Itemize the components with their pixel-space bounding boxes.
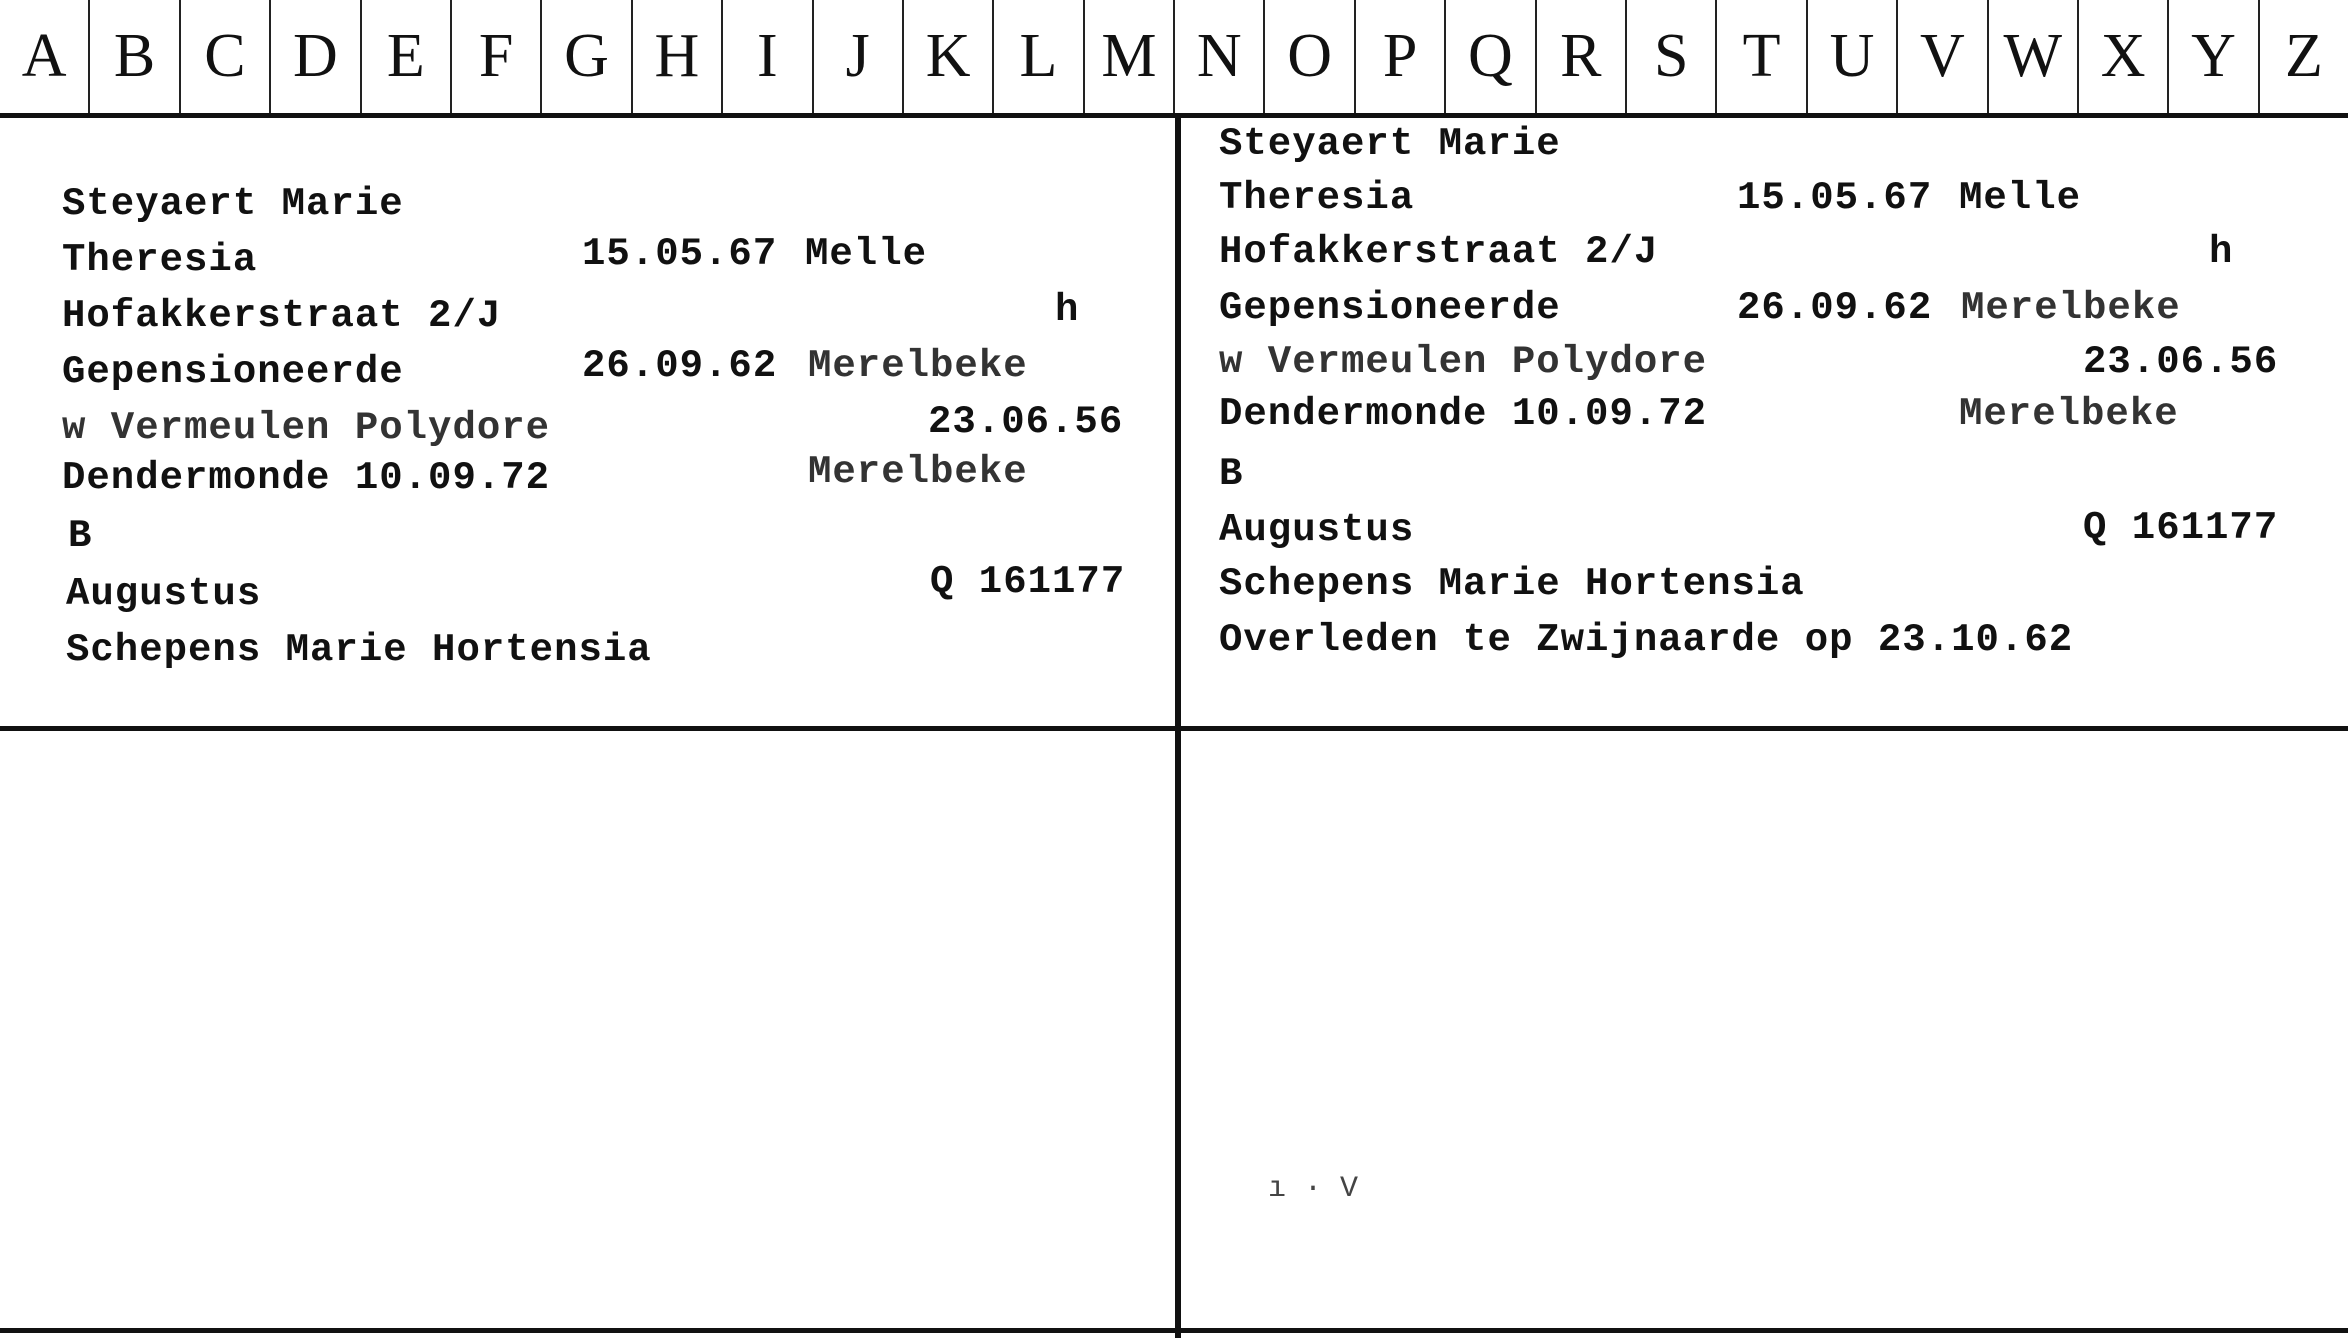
right-name-line1: Steyaert Marie [1219, 122, 1561, 166]
alphabet-tab-j: J [814, 0, 904, 113]
alphabet-tab-o: O [1265, 0, 1355, 113]
left-name-line1: Steyaert Marie [62, 182, 404, 226]
right-status-place: Merelbeke [1961, 286, 2181, 330]
left-name-line2: Theresia [62, 238, 258, 282]
right-registry: Dendermonde 10.09.72 [1219, 392, 1708, 436]
right-code: B [1219, 452, 1244, 496]
left-status-date: 26.09.62 [582, 344, 778, 388]
left-gender-mark: h [1055, 288, 1080, 332]
middle-divider [0, 726, 2348, 731]
alphabet-tab-r: R [1537, 0, 1627, 113]
alphabet-tab-y: Y [2169, 0, 2259, 113]
alphabet-tab-m: M [1085, 0, 1175, 113]
alphabet-tab-p: P [1356, 0, 1446, 113]
right-father: Augustus [1219, 508, 1415, 552]
left-birth-date: 15.05.67 [582, 232, 778, 276]
left-status-place: Merelbeke [808, 344, 1028, 388]
left-ref-number: Q 161177 [930, 560, 1126, 604]
left-mother: Schepens Marie Hortensia [66, 628, 652, 672]
alphabet-tab-e: E [362, 0, 452, 113]
left-spouse-date: 23.06.56 [928, 400, 1124, 444]
alphabet-tab-l: L [994, 0, 1084, 113]
alphabet-tab-a: A [0, 0, 90, 113]
right-registry-place: Merelbeke [1959, 392, 2179, 436]
alphabet-tab-u: U [1808, 0, 1898, 113]
alphabet-index [0, 0, 2348, 118]
right-birth-date: 15.05.67 [1737, 176, 1933, 220]
right-address: Hofakkerstraat 2/J [1219, 230, 1659, 274]
alphabet-tab-z: Z [2285, 22, 2323, 90]
stray-marks: ı · V [1268, 1172, 1359, 1206]
left-status: Gepensioneerde [62, 350, 404, 394]
right-birth-place: Melle [1959, 176, 2082, 220]
alphabet-tab-w: W [1989, 0, 2079, 113]
left-registry-place: Merelbeke [808, 450, 1028, 494]
right-spouse-date: 23.06.56 [2083, 340, 2279, 384]
left-code: B [68, 514, 93, 558]
alphabet-tab-d: D [271, 0, 361, 113]
alphabet-tab-k: K [904, 0, 994, 113]
alphabet-tab-s: S [1627, 0, 1717, 113]
right-record-card [1181, 118, 2348, 726]
alphabet-tab-i: I [723, 0, 813, 113]
alphabet-tab-x: X [2079, 0, 2169, 113]
left-record-card [0, 118, 1175, 726]
alphabet-tab-n: N [1175, 0, 1265, 113]
alphabet-tab-t: T [1717, 0, 1807, 113]
right-status-date: 26.09.62 [1737, 286, 1933, 330]
left-address: Hofakkerstraat 2/J [62, 294, 502, 338]
right-mother: Schepens Marie Hortensia [1219, 562, 1805, 606]
left-father: Augustus [66, 572, 262, 616]
right-death-note: Overleden te Zwijnaarde op 23.10.62 [1219, 618, 2074, 662]
alphabet-tab-f: F [452, 0, 542, 113]
alphabet-tab-q: Q [1446, 0, 1536, 113]
right-name-line2: Theresia [1219, 176, 1415, 220]
alphabet-tab-b: B [90, 0, 180, 113]
alphabet-tab-g: G [542, 0, 632, 113]
right-gender-mark: h [2209, 230, 2234, 274]
right-status: Gepensioneerde [1219, 286, 1561, 330]
left-spouse: w Vermeulen Polydore [62, 406, 551, 450]
alphabet-tab-v: V [1898, 0, 1988, 113]
left-registry: Dendermonde 10.09.72 [62, 456, 551, 500]
bottom-divider [0, 1328, 2348, 1333]
right-ref-number: Q 161177 [2083, 506, 2279, 550]
right-spouse: w Vermeulen Polydore [1219, 340, 1708, 384]
alphabet-tab-c: C [181, 0, 271, 113]
left-birth-place: Melle [805, 232, 928, 276]
alphabet-tab-h: H [633, 0, 723, 113]
